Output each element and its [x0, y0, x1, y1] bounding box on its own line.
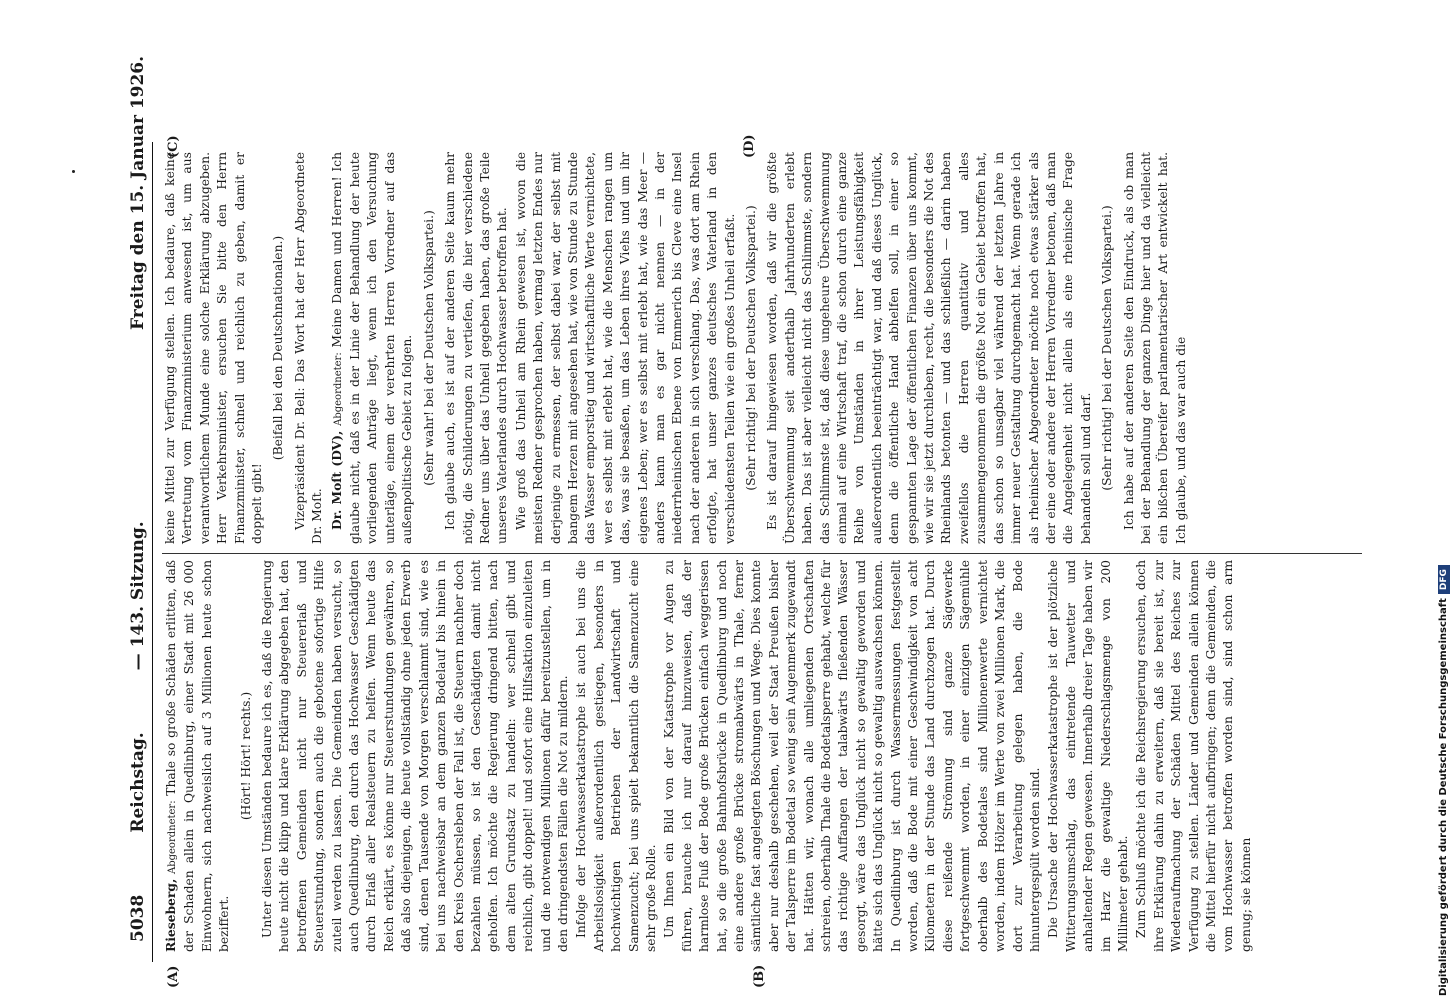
interjection: (Sehr richtig! bei der Deutschen Volkspartei.): [744, 205, 758, 491]
speaker-role: Abgeordneter:: [167, 800, 178, 875]
paragraph-text: Thale so große Schäden erlitten, daß der Schaden allein in Quedlinburg, einer Stadt mit 26 000 Einwohnern, sich nachweislich auf 3 Millionen heute schon beziffert.: [164, 560, 232, 952]
session-label: — 143. Sitzung.: [128, 521, 148, 671]
interjection: (Sehr richtig! bei der Deutschen Volkspartei.): [1100, 205, 1115, 491]
scan-speck: [72, 170, 75, 173]
speaker-name: Dr. Moſt (DV),: [328, 430, 344, 530]
speaker-role: Abgeordneter:: [332, 352, 344, 426]
column-divider: [162, 553, 1362, 554]
dfg-logo-badge: DFG: [1438, 565, 1450, 594]
margin-mark-d: (D): [742, 134, 757, 158]
paragraph: keine Mittel zur Verfügung stellen. Ich bedaure, daß keine Vertretung vom Finanzministerium anwesend ist, um aus verantwortlichem Munde eine solche Erklärung abzugeben. Herr Verkehrsminister, ersuchen Sie bitte den Herrn Finanzminister, schnell und reichlich zu geben, damit er doppelt gibt!: [163, 152, 265, 544]
credit-text: Digitalisierung gefördert durch die Deutsche Forschungsgemeinschaft: [1438, 598, 1449, 996]
right-text-column: [162, 152, 1362, 544]
page-number: 5038: [128, 894, 148, 942]
paragraph: Wie groß das Unheil am Rhein gewesen ist, wovon die meisten Redner gesprochen haben, vermag letzten Endes nur derjenige zu ermessen, der selbst dabei war, der selbst mit bangem Herzen mit angesehen hat, wie von Stunde zu Stunde das Wasser emporstieg und wirtschaftliche Werte vernichtete, wer es selbst mit erlebt hat, wie die Menschen rangen um das, was sie besaßen, um das Leben ihres Viehs und um ihr eigenes Leben; wer es selbst mit erlebt hat, wie das Meer — anders kann man es gar nicht nennen — in der niederrheinischen Ebene von Emmerich bis Cleve eine Insel nach der anderen in sich verschlang. Das, was dort am Rhein erfolgte, hat unser ganzes deutsches Vaterland in den verschiedensten Teilen wie ein großes Unheil erfaßt.: [513, 152, 737, 544]
publication-title: Reichstag.: [128, 732, 148, 833]
paragraph: Es ist darauf hingewiesen worden, daß wir die größte Überschwemmung seit anderthalb Jahrhunderten erlebt haben. Das ist aber vielleicht nicht das Schlimmste, sondern das Schlimmste ist, daß diese ungeheure Überschwemmung einmal auf eine Wirtschaft traf, die schon durch eine ganze Reihe von Umständen in ihrer Leistungsfähigkeit außerordentlich beeinträchtigt war, und daß dieses Unglück, denn die öffentliche Hand abhelfen soll, in einer so gespannten Lage der öffentlichen Finanzen über uns kommt, wie wir sie jetzt durchleben, recht, die besonders die Not des Rheinlands betonten — und das schließlich — darin haben zweifellos die Herren quantitativ und alles zusammengenommen die größte Not ein Gebiet betroffen hat, das schon so unsagbar viel während der letzten Jahre in immer neuer Gestaltung durchgemacht hat. Wenn gerade ich als rheinischer Abgeordneter möchte noch etwas stärker als der eine oder andere der Herren Vorredner betonen, daß man die Angelegenheit nicht allein als eine rheinische Frage behandeln soll und darf.: [765, 152, 1093, 544]
session-date: Freitag den 15. Januar 1926.: [128, 55, 148, 330]
page-header: [122, 55, 152, 962]
margin-mark-a: (A): [166, 965, 181, 988]
paragraph: Zum Schluß möchte ich die Reichsregierung ersuchen, doch ihre Erklärung dahin zu erweitern, daß sie bereit ist, zur Wiederaufmachung der Schäden Mittel des Reiches zur Verfügung zu stellen. Länder und Gemeinden allein können die Mittel hierfür nicht aufbringen; denn die Gemeinden, die vom Hochwasser betroffen worden sind, sind schon arm genug; sie können: [1134, 560, 1253, 952]
digitization-credit: [1438, 565, 1450, 996]
paragraph: Die Ursache der Hochwasserkatastrophe ist der plötzliche Witterungsumschlag, das eintretende Tauwetter und anhaltender Regen gewesen. Innerhalb dreier Tage haben wir im Harz die gewaltige Niederschlagsmenge von 200 Millimeter gehabt.: [1046, 560, 1130, 952]
paragraph: Vizepräsident Dr. Bell: Das Wort hat der Herr Abgeordnete Dr. Moſt.: [292, 152, 325, 544]
margin-mark-b: (B): [752, 964, 767, 988]
paragraph: Infolge der Hochwasserkatastrophe ist auch bei uns die Arbeitslosigkeit außerordentlich gestiegen, besonders in hochwichtigen Betrieben der Landwirtschaft und Samenzucht; bei uns spielt bekanntlich die Samenzucht eine sehr große Rolle.: [574, 560, 658, 952]
paragraph-text: Meine Damen und Herren! Ich glaube nicht, daß es in der Linie der Behandlung der heute vorliegenden Anträge liegt, wenn ich den Versuchung unterläge, einem der verehrten Herren Vorredner auf das außenpolitische Gebiet zu folgen.: [329, 152, 415, 544]
margin-mark-c: (C): [166, 135, 181, 158]
paragraph: Ich glaube auch, es ist auf der anderen Seite kaum mehr nötig, die Schilderungen zu vertiefen, die hier verschiedene Redner uns über das Unheil gegeben haben, das große Teile unseres Vaterlandes durch Hochwasser betroffen hat.: [443, 152, 510, 544]
digitization-sidebar: [1406, 6, 1436, 996]
header-rule: [152, 142, 153, 962]
paragraph: [162, 560, 234, 952]
speaker-name: Rieseberg,: [163, 878, 178, 952]
paragraph: [328, 152, 417, 544]
paragraph: Ich habe auf der anderen Seite den Eindruck, als ob man bei der Behandlung der ganzen Dinge hier und da vielleicht ein bißchen Übereifer parlamentarischer Art entwickelt hat. Ich glaube, und das war auch die: [1121, 152, 1188, 544]
interjection: (Beifall bei den Deutschnationalen.): [271, 235, 286, 461]
paragraph: Unter diesen Umständen bedaure ich es, daß die Regierung heute nicht die klipp und klare Erklärung abgegeben hat, den betroffenen Gemeinden nicht nur Steuererlaß und Steuerstundung, sondern auch die gebotene sofortige Hilfe zuteil werden zu lassen. Die Gemeinden haben versucht, so auch Quedlinburg, den durch das Hochwasser Geschädigten durch Erlaß aller Realsteuern zu helfen. Wenn heute das Reich erklärt, es könne nur Steuerstundungen gewähren, so daß also diejenigen, die heute vollständig ohne jeden Erwerb sind, denen Tausende von Morgen verschlammt sind, wie es bei uns nachweisbar an dem ganzen Bodelauf bis hinein in den Kreis Oschersleben der Fall ist, die Steuern nachher doch bezahlen müssen, so ist den Geschädigten damit nicht geholfen. Ich möchte die Regierung dringend bitten, nach dem alten Grundsatz zu handeln: wer schnell gibt und reichlich, gibt doppelt! und sofort eine Hilfsaktion einzuleiten und die notwendigen Millionen dafür bereitzustellen, um in den dringendsten Fällen die Not zu mildern.: [260, 560, 570, 952]
paragraph: Um Ihnen ein Bild von der Katastrophe vor Augen zu führen, brauche ich nur darauf hinzuweisen, daß der harmlose Fluß der Bode große Brücken einfach weggerissen hat, so die große Bahnhofsbrücke in Quedlinburg und noch eine andere große Brücke stromabwärts in Thale, ferner sämtliche fast angelegten Böschungen und Wege. Dies konnte aber nur deshalb geschehen, weil der Staat Preußen bisher der Talsperre im Bodetal so wenig sein Augenmerk zugewandt hat. Hätten wir, wonach alle umliegenden Ortschaften schreien, oberhalb Thale die Bodetalsperre gehabt, welche für das richtige Auffangen der talabwärts fließenden Wässer gesorgt, wäre das Unglück nicht so gewaltig geworden und hätte sich das Unglück nicht so gewaltig auswachsen können. In Quedlinburg ist durch Wassermessungen festgestellt worden, daß die Bode mit einer Geschwindigkeit von acht Kilometern in der Stunde das Land durchzogen hat. Durch diese reißende Strömung sind ganze Sägewerke fortgeschwemmt worden, in einer einzigen Sägemühle oberhalb des Bodetales sind Millionenwerte vernichtet worden, indem Hölzer im Werte von zwei Millionen Mark, die dort zur Verarbeitung gelegen haben, die Bode hinuntergespült worden sind.: [662, 560, 1042, 952]
rotated-document-page: [122, 55, 1372, 988]
interjection: (Sehr wahr! bei der Deutschen Volkspartei.): [421, 210, 436, 486]
left-text-column: [162, 560, 1362, 952]
interjection: (Hört! Hört! rechts.): [238, 691, 253, 821]
